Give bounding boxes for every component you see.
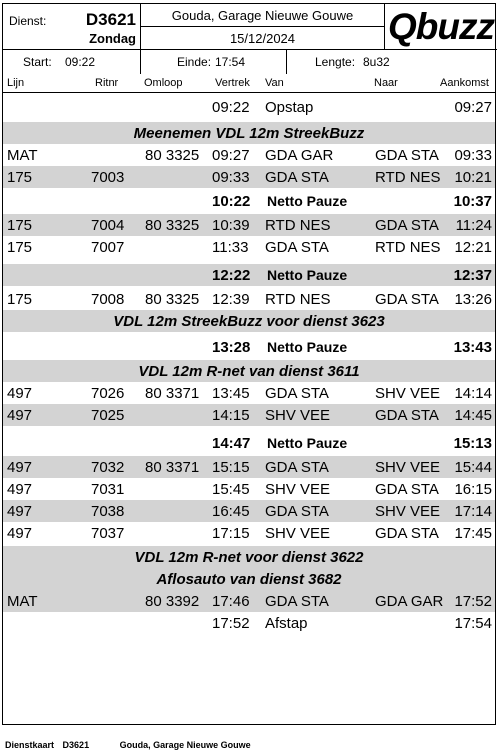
cell-lijn: 497	[7, 459, 33, 476]
trip-row	[3, 166, 495, 188]
cell-ritnr: 7007	[91, 239, 125, 256]
cell-van: GDA STA	[265, 459, 329, 476]
cell-aankomst: 17:45	[454, 525, 492, 542]
section-row	[3, 360, 495, 382]
page-footer	[5, 740, 279, 750]
pause-text: Netto Pauze	[267, 435, 348, 451]
cell-naar: GDA STA	[375, 481, 439, 498]
footer-location: Gouda, Garage Nieuwe Gouwe	[119, 740, 251, 750]
cell-ritnr: 7038	[91, 503, 125, 520]
end-box	[141, 50, 287, 74]
col-naar: Naar	[374, 77, 398, 89]
cell-lijn: 175	[7, 239, 33, 256]
cell-van: SHV VEE	[265, 525, 331, 542]
length-label: Lengte:	[315, 55, 356, 69]
cell-aankomst: 09:27	[454, 99, 492, 116]
cell-omloop: 80 3325	[145, 217, 200, 234]
cell-naar: SHV VEE	[375, 503, 441, 520]
cell-aankomst: 17:54	[454, 615, 492, 632]
cell-van: GDA STA	[265, 239, 329, 256]
cell-vertrek: 09:27	[212, 147, 250, 164]
cell-vertrek: 17:46	[212, 593, 250, 610]
trip-row	[3, 456, 495, 478]
cell-naar: GDA GAR	[375, 593, 444, 610]
cell-van: SHV VEE	[265, 407, 331, 424]
cell-lijn: 497	[7, 525, 33, 542]
cell-ritnr: 7003	[91, 169, 125, 186]
cell-ritnr: 7025	[91, 407, 125, 424]
cell-aankomst: 14:14	[454, 385, 492, 402]
cell-vertrek: 09:33	[212, 169, 250, 186]
dienst-day: Zondag	[89, 31, 136, 46]
cell-vertrek: 11:33	[212, 239, 249, 256]
card-header	[3, 4, 495, 74]
cell-omloop: 80 3371	[145, 459, 200, 476]
section-title: VDL 12m StreekBuzz voor dienst 3623	[113, 313, 385, 330]
cell-naar: SHV VEE	[375, 385, 441, 402]
cell-van: Opstap	[265, 99, 314, 116]
cell-lijn: 497	[7, 503, 33, 520]
trip-row	[3, 522, 495, 544]
dienst-box	[3, 4, 141, 50]
cell-ritnr: 7008	[91, 291, 125, 308]
cell-naar: GDA STA	[375, 407, 439, 424]
cell-naar: GDA STA	[375, 217, 439, 234]
cell-van: RTD NES	[265, 291, 331, 308]
section-title: Aflosauto van dienst 3682	[156, 571, 342, 588]
cell-naar: RTD NES	[375, 169, 441, 186]
cell-lijn: MAT	[7, 147, 38, 164]
cell-vertrek: 15:15	[212, 459, 250, 476]
pause-aankomst: 15:13	[453, 435, 492, 452]
cell-aankomst: 17:14	[454, 503, 492, 520]
cell-vertrek: 17:15	[212, 525, 250, 542]
cell-van: GDA STA	[265, 503, 329, 520]
duty-card	[2, 3, 496, 725]
cell-aankomst: 09:33	[454, 147, 492, 164]
pause-vertrek: 14:47	[212, 435, 251, 452]
pause-aankomst: 13:43	[453, 339, 492, 356]
cell-ritnr: 7037	[91, 525, 125, 542]
cell-vertrek: 10:39	[212, 217, 250, 234]
trip-row	[3, 144, 495, 166]
cell-lijn: 497	[7, 481, 33, 498]
cell-omloop: 80 3371	[145, 385, 200, 402]
cell-lijn: 175	[7, 169, 33, 186]
pause-row	[3, 432, 495, 454]
trip-row	[3, 500, 495, 522]
pause-row	[3, 264, 495, 286]
col-lijn: Lijn	[7, 77, 25, 89]
col-ritnr: Ritnr	[95, 77, 119, 89]
pause-aankomst: 12:37	[453, 267, 492, 284]
column-headers	[3, 74, 495, 93]
section-title: VDL 12m R-net voor dienst 3622	[134, 549, 364, 566]
col-van: Van	[265, 77, 284, 89]
location-box	[141, 4, 385, 50]
cell-aankomst: 16:15	[454, 481, 492, 498]
cell-aankomst: 15:44	[454, 459, 492, 476]
col-aankomst: Aankomst	[440, 77, 489, 89]
trip-row	[3, 382, 495, 404]
cell-van: GDA GAR	[265, 147, 334, 164]
section-row	[3, 122, 495, 144]
start-label: Start:	[23, 55, 52, 69]
cell-naar: GDA STA	[375, 291, 439, 308]
cell-vertrek: 12:39	[212, 291, 250, 308]
cell-aankomst: 13:26	[454, 291, 492, 308]
trip-row	[3, 288, 495, 310]
cell-van: SHV VEE	[265, 481, 331, 498]
section-row	[3, 546, 495, 568]
section-title: Meenemen VDL 12m StreekBuzz	[133, 125, 365, 142]
cell-van: Afstap	[265, 615, 308, 632]
cell-lijn: 497	[7, 385, 33, 402]
col-omloop: Omloop	[144, 77, 183, 89]
trip-row	[3, 478, 495, 500]
cell-naar: SHV VEE	[375, 459, 441, 476]
cell-aankomst: 10:21	[454, 169, 492, 186]
cell-omloop: 80 3325	[145, 147, 200, 164]
cell-lijn: 175	[7, 291, 33, 308]
cell-ritnr: 7026	[91, 385, 125, 402]
trip-row	[3, 612, 495, 634]
logo-text: Qbuzz	[388, 6, 494, 47]
pause-text: Netto Pauze	[267, 339, 348, 355]
cell-vertrek: 13:45	[212, 385, 250, 402]
cell-lijn: MAT	[7, 593, 38, 610]
pause-row	[3, 336, 495, 358]
cell-aankomst: 12:21	[454, 239, 492, 256]
cell-van: GDA STA	[265, 169, 329, 186]
pause-text: Netto Pauze	[267, 267, 348, 283]
cell-vertrek: 16:45	[212, 503, 250, 520]
pause-text: Netto Pauze	[267, 193, 348, 209]
trip-row	[3, 236, 495, 258]
location-name: Gouda, Garage Nieuwe Gouwe	[141, 4, 384, 27]
length-box	[287, 50, 497, 74]
dienst-code: D3621	[85, 10, 136, 29]
cell-naar: RTD NES	[375, 239, 441, 256]
section-row	[3, 310, 495, 332]
cell-naar: GDA STA	[375, 525, 439, 542]
cell-lijn: 497	[7, 407, 33, 424]
cell-aankomst: 11:24	[455, 217, 492, 234]
start-box	[3, 50, 141, 74]
cell-ritnr: 7032	[91, 459, 125, 476]
section-row	[3, 568, 495, 590]
trip-row	[3, 590, 495, 612]
pause-row	[3, 190, 495, 212]
start-time: 09:22	[65, 55, 96, 69]
cell-ritnr: 7031	[91, 481, 125, 498]
col-vertrek: Vertrek	[215, 77, 250, 89]
trip-row	[3, 96, 495, 118]
section-title: VDL 12m R-net van dienst 3611	[138, 363, 360, 380]
cell-aankomst: 17:52	[454, 593, 492, 610]
cell-vertrek: 14:15	[212, 407, 250, 424]
cell-ritnr: 7004	[91, 217, 125, 234]
duty-date: 15/12/2024	[229, 31, 296, 46]
cell-vertrek: 09:22	[212, 99, 250, 116]
cell-van: RTD NES	[265, 217, 331, 234]
cell-vertrek: 15:45	[212, 481, 250, 498]
dienst-label: Dienst:	[9, 14, 47, 28]
length-value: 8u32	[363, 55, 390, 69]
cell-omloop: 80 3325	[145, 291, 200, 308]
cell-vertrek: 17:52	[212, 615, 250, 632]
cell-van: GDA STA	[265, 385, 329, 402]
cell-van: GDA STA	[265, 593, 329, 610]
end-time: 17:54	[215, 55, 246, 69]
pause-vertrek: 13:28	[212, 339, 251, 356]
footer-code: D3621	[62, 740, 90, 750]
pause-aankomst: 10:37	[453, 193, 492, 210]
pause-vertrek: 10:22	[212, 193, 251, 210]
trip-row	[3, 214, 495, 236]
trip-row	[3, 404, 495, 426]
qbuzz-logo	[385, 4, 497, 50]
cell-aankomst: 14:45	[454, 407, 492, 424]
cell-lijn: 175	[7, 217, 33, 234]
end-label: Einde:	[177, 55, 212, 69]
cell-naar: GDA STA	[375, 147, 439, 164]
footer-label: Dienstkaart	[5, 740, 55, 750]
pause-vertrek: 12:22	[212, 267, 251, 284]
cell-omloop: 80 3392	[145, 593, 200, 610]
